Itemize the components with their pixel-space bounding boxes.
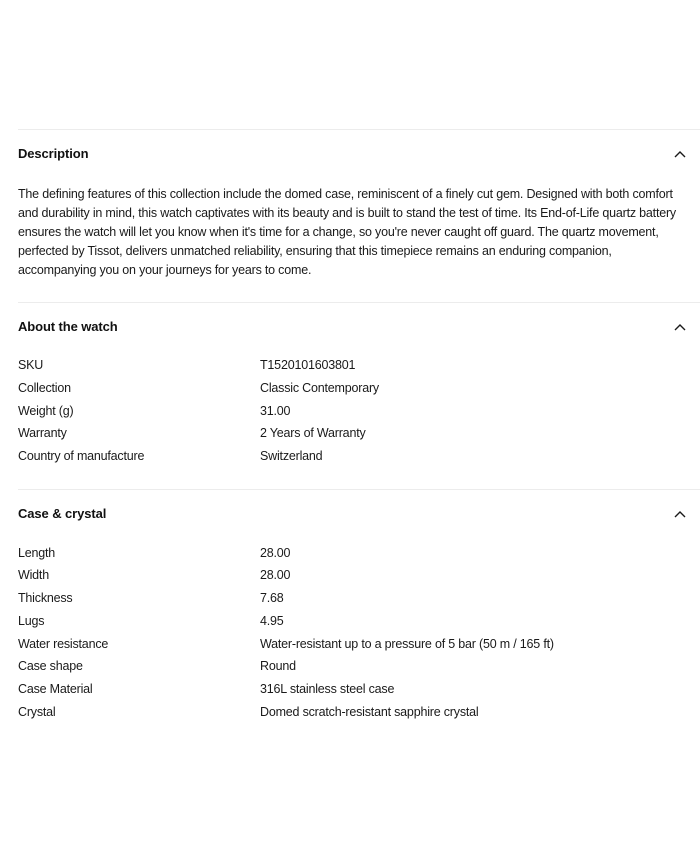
spec-value: 28.00 (260, 545, 291, 560)
spec-value: 7.68 (260, 591, 284, 606)
spec-label: Width (18, 568, 49, 583)
case-crystal-section (18, 489, 700, 745)
spec-label: Thickness (18, 591, 73, 606)
case-crystal-specs (18, 537, 700, 745)
spec-label: Length (18, 545, 56, 560)
about-watch-title: About the watch (18, 319, 118, 334)
spec-row-weight (18, 399, 700, 422)
spec-value: Domed scratch-resistant sapphire crystal (260, 704, 479, 719)
spec-label: Crystal (18, 704, 56, 719)
spec-value: 31.00 (260, 403, 291, 418)
spec-row-collection (18, 377, 700, 400)
description-text: The defining features of this collection include the domed case, reminiscent of a finely cut gem. Designed with both comfort and durability in mind, this watch captivates with its beauty and is built to stand the test of time. Its End-of-Life quartz battery ensures the watch will let you know when it's time for a change, so you're never caught off guard. The quartz movement, perfected by Tissot, delivers unmatched reliability, ensuring that this timepiece remains an enduring companion, accompanying you on your journeys for years to come. (18, 187, 676, 277)
spec-row-crystal (18, 700, 700, 723)
spec-label: Case Material (18, 681, 93, 696)
spec-value: 316L stainless steel case (260, 681, 395, 696)
chevron-up-icon[interactable] (674, 508, 686, 520)
about-watch-section (18, 302, 700, 489)
description-title: Description (18, 146, 89, 161)
spec-label: Country of manufacture (18, 449, 145, 464)
spec-value: Classic Contemporary (260, 381, 379, 396)
about-watch-header[interactable] (18, 303, 700, 350)
spec-value: 4.95 (260, 613, 284, 628)
spec-row-width (18, 564, 700, 587)
chevron-up-icon[interactable] (674, 321, 686, 333)
spec-value: Round (260, 659, 296, 674)
product-details-accordion (18, 129, 700, 745)
spec-row-warranty (18, 422, 700, 445)
spec-value: 2 Years of Warranty (260, 426, 366, 441)
spec-label: Collection (18, 381, 71, 396)
description-header[interactable] (18, 130, 700, 177)
spec-row-sku (18, 354, 700, 377)
spec-row-lugs (18, 610, 700, 633)
description-body (18, 177, 700, 302)
spec-value: Switzerland (260, 449, 323, 464)
spec-label: Lugs (18, 613, 45, 628)
spec-label: Weight (g) (18, 403, 74, 418)
spec-label: Case shape (18, 659, 83, 674)
spec-value: Water-resistant up to a pressure of 5 bar (50 m / 165 ft) (260, 636, 554, 651)
case-crystal-header[interactable] (18, 490, 700, 537)
case-crystal-title: Case & crystal (18, 506, 107, 522)
spec-row-case-material (18, 678, 700, 701)
spec-value: T1520101603801 (260, 358, 356, 373)
spec-row-water-resistance (18, 632, 700, 655)
spec-row-thickness (18, 587, 700, 610)
spec-value: 28.00 (260, 568, 291, 583)
spec-row-length (18, 541, 700, 564)
spec-label: Water resistance (18, 636, 109, 651)
about-watch-specs (18, 350, 700, 489)
spec-row-case-shape (18, 655, 700, 678)
spec-label: Warranty (18, 426, 67, 441)
spec-label: SKU (18, 358, 44, 373)
chevron-up-icon[interactable] (674, 148, 686, 160)
spec-row-country (18, 445, 700, 468)
description-section (18, 129, 700, 302)
